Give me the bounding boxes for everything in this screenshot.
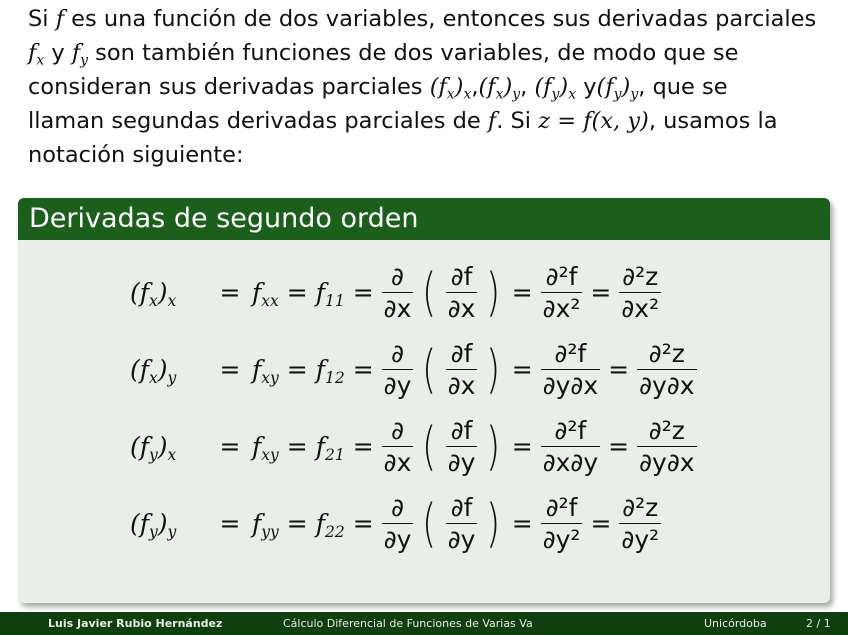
math: ) xyxy=(157,509,168,538)
fraction xyxy=(382,495,414,552)
denominator: ∂x xyxy=(383,294,412,323)
subscript: x xyxy=(495,86,504,103)
subscript: y xyxy=(167,522,177,541)
equals-sign: = xyxy=(219,355,241,384)
denominator: ∂x xyxy=(383,448,412,477)
subscript: x xyxy=(167,445,177,464)
fraction xyxy=(382,264,414,321)
equals-sign: = xyxy=(352,432,374,461)
math: f xyxy=(252,432,262,461)
intro-line-4 xyxy=(28,104,828,138)
numerator: ∂²z xyxy=(622,493,659,522)
math: ) xyxy=(503,74,513,100)
right-paren: ) xyxy=(486,416,501,477)
subscript: x xyxy=(167,291,177,310)
math: f xyxy=(252,355,262,384)
math-term xyxy=(315,509,345,541)
fraction xyxy=(541,264,583,321)
intro-line-1 xyxy=(28,2,828,36)
math: f xyxy=(315,278,325,307)
footer-page-number: 2 / 1 xyxy=(806,617,831,630)
numerator: ∂f xyxy=(450,416,473,445)
equals-sign: = xyxy=(608,355,630,384)
fraction xyxy=(541,495,583,552)
equals-sign: = xyxy=(219,278,241,307)
intro-line-2 xyxy=(28,36,828,70)
equation-row xyxy=(130,408,697,485)
intro-line-5: notación siguiente: xyxy=(28,142,244,168)
equals-sign: = xyxy=(352,278,374,307)
equation-lhs xyxy=(130,278,208,310)
math: f xyxy=(315,509,325,538)
subscript: 21 xyxy=(324,445,345,464)
numerator: ∂f xyxy=(450,339,473,368)
left-paren: ( xyxy=(422,339,437,400)
numerator: ∂ xyxy=(391,493,405,522)
math-f: f xyxy=(55,6,65,32)
denominator: ∂y xyxy=(447,448,476,477)
denominator: ∂y xyxy=(383,525,412,554)
subscript: y xyxy=(630,86,639,103)
math-term xyxy=(252,432,279,464)
subscript: 11 xyxy=(324,291,345,310)
equals-sign: = xyxy=(286,509,308,538)
right-paren: ) xyxy=(486,339,501,400)
definition-block xyxy=(18,198,830,603)
right-paren: ) xyxy=(486,262,501,323)
math: f xyxy=(252,509,262,538)
denominator: ∂y² xyxy=(542,525,581,554)
equation-rhs xyxy=(252,495,661,552)
numerator: ∂²f xyxy=(554,416,587,445)
text: es una función de dos variables, entonces sus derivadas parciales xyxy=(64,6,817,32)
denominator: ∂x² xyxy=(621,294,660,323)
math: ) xyxy=(157,278,168,307)
math: ) xyxy=(157,432,168,461)
subscript: 12 xyxy=(324,368,345,387)
fraction xyxy=(637,341,696,398)
subscript: y xyxy=(613,86,622,103)
subscript: y xyxy=(512,86,521,103)
math: (f xyxy=(130,278,150,307)
equals-sign: = xyxy=(511,278,533,307)
right-paren: ) xyxy=(486,493,501,554)
fraction xyxy=(619,495,661,552)
block-title: Derivadas de segundo orden xyxy=(18,198,830,240)
equation-rhs xyxy=(252,418,697,475)
equals-sign: = xyxy=(511,509,533,538)
text: , usamos la xyxy=(648,108,778,134)
subscript: y xyxy=(149,522,158,541)
denominator: ∂y xyxy=(447,525,476,554)
denominator: ∂y² xyxy=(621,525,660,554)
math: f xyxy=(315,355,325,384)
equals-sign: = xyxy=(286,355,308,384)
footer-bar xyxy=(0,612,848,635)
equation-lhs xyxy=(130,355,208,387)
subscript: y xyxy=(80,52,89,69)
math: (f xyxy=(130,509,150,538)
equals-sign: = xyxy=(352,355,374,384)
fraction xyxy=(446,341,478,398)
subscript: x xyxy=(36,52,45,69)
fraction xyxy=(541,418,600,475)
footer-title: Cálculo Diferencial de Funciones de Varias Va xyxy=(283,617,533,630)
fraction xyxy=(382,418,414,475)
denominator: ∂y∂x xyxy=(542,371,599,400)
math-f: f xyxy=(71,40,81,66)
subscript: 22 xyxy=(325,522,345,541)
equation-list xyxy=(130,254,697,562)
subscript: x xyxy=(446,86,455,103)
equation-rhs xyxy=(252,341,697,398)
math: ) xyxy=(559,74,569,100)
subscript: x xyxy=(149,291,158,310)
equals-sign: = xyxy=(219,509,241,538)
math: (f xyxy=(596,74,614,100)
math: (f xyxy=(130,355,150,384)
math-term xyxy=(252,278,279,310)
math: f xyxy=(315,432,325,461)
fraction xyxy=(619,264,661,321)
subscript: xx xyxy=(261,291,279,310)
math: (f xyxy=(429,74,447,100)
numerator: ∂ xyxy=(391,339,404,368)
equals-sign: = xyxy=(590,509,612,538)
equation-lhs xyxy=(130,432,208,464)
subscript: yy xyxy=(261,522,279,541)
denominator: ∂x xyxy=(447,294,476,323)
numerator: ∂²z xyxy=(622,262,659,291)
denominator: ∂y∂x xyxy=(639,371,695,400)
numerator: ∂²f xyxy=(554,339,587,368)
numerator: ∂²f xyxy=(545,262,578,291)
subscript: x xyxy=(149,368,158,387)
numerator: ∂f xyxy=(450,262,473,291)
subscript: x xyxy=(463,86,472,103)
equation-rhs xyxy=(252,264,661,321)
numerator: ∂ xyxy=(391,416,404,445)
equals-sign: = xyxy=(286,432,308,461)
math-term xyxy=(252,355,279,387)
math-term xyxy=(315,432,345,464)
left-paren: ( xyxy=(422,262,437,323)
numerator: ∂f xyxy=(450,493,473,522)
text: llaman segundas derivadas parciales de xyxy=(28,108,488,134)
fraction xyxy=(446,264,478,321)
equals-sign: = xyxy=(352,509,374,538)
fraction xyxy=(382,341,414,398)
footer-institution: Unicórdoba xyxy=(704,617,767,630)
subscript: y xyxy=(167,368,177,387)
equation-row xyxy=(130,331,697,408)
math: ) xyxy=(454,74,464,100)
math-equation: z = f(x, y) xyxy=(538,108,649,134)
intro-line-3 xyxy=(28,70,828,104)
denominator: ∂x xyxy=(447,371,476,400)
denominator: ∂y∂x xyxy=(639,448,695,477)
numerator: ∂²f xyxy=(545,493,578,522)
subscript: xy xyxy=(261,445,279,464)
subscript: y xyxy=(149,445,158,464)
math-term xyxy=(252,509,279,541)
denominator: ∂y xyxy=(383,371,412,400)
subscript: xy xyxy=(261,368,279,387)
fraction xyxy=(446,418,478,475)
fraction xyxy=(446,495,478,552)
text: Si xyxy=(28,6,56,32)
equation-row xyxy=(130,485,697,562)
equation-row xyxy=(130,254,697,331)
equals-sign: = xyxy=(286,278,308,307)
text: consideran sus derivadas parciales xyxy=(28,74,430,100)
math: f xyxy=(252,278,262,307)
math: ) xyxy=(157,355,168,384)
math-term xyxy=(315,278,345,310)
math: (f xyxy=(534,74,552,100)
subscript: x xyxy=(568,86,577,103)
footer-author: Luis Javier Rubio Hernández xyxy=(48,617,223,630)
text: y xyxy=(576,74,597,100)
numerator: ∂ xyxy=(391,262,404,291)
math: ) xyxy=(621,74,631,100)
text: y xyxy=(44,40,72,66)
text: son también funciones de dos variables, de modo que se xyxy=(88,40,739,66)
equation-lhs xyxy=(130,509,208,541)
equals-sign: = xyxy=(590,278,612,307)
intro-paragraph xyxy=(28,2,828,172)
fraction xyxy=(637,418,696,475)
denominator: ∂x∂y xyxy=(542,448,599,477)
text: , xyxy=(520,74,535,100)
math-term xyxy=(315,355,345,387)
equals-sign: = xyxy=(511,355,533,384)
numerator: ∂²z xyxy=(648,339,685,368)
math-f: f xyxy=(28,40,37,66)
subscript: y xyxy=(551,86,560,103)
fraction xyxy=(541,341,600,398)
denominator: ∂x² xyxy=(542,294,581,323)
equals-sign: = xyxy=(608,432,630,461)
text: , que se xyxy=(638,74,728,100)
math-f: f xyxy=(487,108,497,134)
numerator: ∂²z xyxy=(648,416,685,445)
left-paren: ( xyxy=(422,493,437,554)
left-paren: ( xyxy=(422,416,437,477)
equals-sign: = xyxy=(219,432,241,461)
text: . Si xyxy=(496,108,539,134)
math: (f xyxy=(478,74,496,100)
equals-sign: = xyxy=(511,432,533,461)
math: (f xyxy=(130,432,150,461)
text: , xyxy=(471,74,479,100)
